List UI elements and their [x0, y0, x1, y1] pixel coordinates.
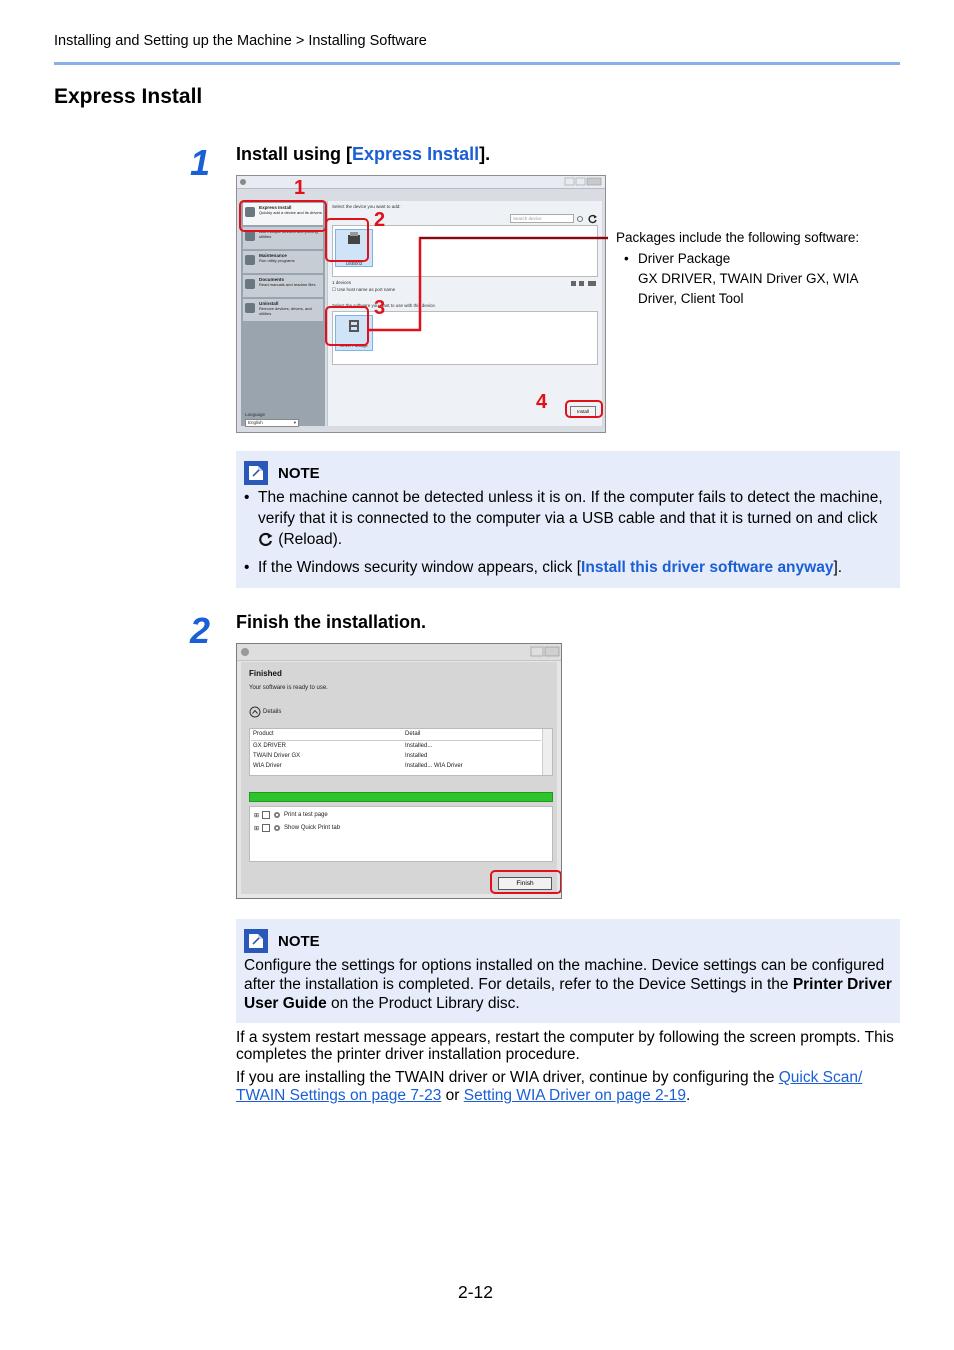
note-icon	[244, 461, 268, 485]
col-product-header: Product	[253, 731, 274, 737]
sidebar-item-maintenance[interactable]: Maintenance Run utility programs	[243, 251, 323, 273]
note-1-bullet: • If the Windows security window appears, click [Install this driver software anyway].	[236, 558, 886, 578]
install-button[interactable]: Install	[570, 406, 596, 417]
host-name-option[interactable]: ☐ Use host name as port name	[332, 287, 396, 292]
table-row: GX DRIVER	[253, 743, 287, 749]
installer-titlebar	[237, 176, 605, 189]
table-cell: Installed	[405, 753, 428, 759]
finished-subheading: Your software is ready to use.	[249, 685, 328, 691]
table-cell: Installed... WIA Driver	[405, 763, 463, 769]
expand-icon: ⊞	[254, 812, 260, 819]
packages-list	[616, 249, 896, 309]
window-controls-icon	[237, 644, 562, 660]
note-icon	[244, 929, 268, 953]
search-icon[interactable]	[576, 215, 586, 223]
section-title: Express Install	[54, 85, 203, 108]
installer-sidebar	[241, 201, 325, 426]
note-box-1	[236, 451, 900, 588]
expand-icon: ⊞	[254, 825, 260, 832]
packages-callout	[616, 228, 896, 309]
callout-box-1	[239, 200, 327, 232]
page-number: 2-12	[458, 1282, 494, 1302]
gear-icon	[273, 811, 281, 819]
finished-titlebar	[237, 644, 561, 661]
checkbox[interactable]	[262, 811, 270, 819]
package-prompt: Select the software you want to use with this device.	[332, 303, 437, 308]
callout-box-4	[565, 400, 603, 418]
note-1-bullet: • The machine cannot be detected unless it is on. If the computer fails to detect the machine, verify that it is connected to the computer via a USB cable and that it is turned on and click (Reload).	[236, 487, 886, 550]
note-2-text: Configure the settings for options installed on the machine. Device settings can be configured after the installation is completed. For details, refer to the Device Settings in the Printer Driver User Guide on the Product Library disc.	[244, 957, 892, 1012]
finished-heading: Finished	[249, 669, 282, 678]
breadcrumb: Installing and Setting up the Machine > Installing Software	[54, 33, 427, 49]
package-tile-driver[interactable]: Driver Package	[335, 315, 373, 351]
note-1-bullets	[236, 487, 886, 578]
select-device-text: Select the device you want to add:	[332, 204, 401, 209]
callout-box-finish	[490, 870, 562, 894]
packages-list-item: • Driver Package GX DRIVER, TWAIN Driver GX, WIA Driver, Client Tool	[616, 249, 896, 309]
install-progress-bar	[249, 792, 553, 802]
option-print-test-page[interactable]: ⊞ Print a test page	[254, 812, 328, 819]
install-anyway-link[interactable]: Install this driver software anyway	[581, 559, 834, 576]
documents-icon	[245, 279, 255, 289]
callout-number-4: 4	[536, 391, 548, 413]
callout-connector-line	[360, 230, 610, 334]
sidebar-item-uninstall[interactable]: Uninstall Remove devices, drivers, and utilities	[243, 299, 323, 321]
option-show-quick-print[interactable]: ⊞ Show Quick Print tab	[254, 825, 341, 832]
quick-scan-twain-link[interactable]: Quick Scan/ TWAIN Settings on page 7-23	[236, 1069, 863, 1104]
options-list	[249, 806, 553, 862]
gear-icon	[273, 824, 281, 832]
note-box-2	[236, 919, 900, 1023]
reload-icon	[258, 532, 274, 546]
callout-number-2: 2	[374, 209, 386, 231]
sidebar-item-documents[interactable]: Documents Read manuals and readme files	[243, 275, 323, 297]
step-2-number: 2	[190, 610, 211, 651]
product-table	[249, 728, 553, 776]
device-tile-usb002[interactable]: USB002	[335, 229, 373, 267]
reload-icon[interactable]	[588, 214, 598, 224]
sidebar-item-express-install[interactable]: Express Install Quickly add a device and its drivers	[243, 203, 323, 225]
table-row: WIA Driver	[253, 763, 282, 769]
col-detail-header: Detail	[405, 731, 421, 737]
table-scrollbar[interactable]	[542, 729, 552, 775]
step-1-number: 1	[190, 142, 211, 183]
step-2-title: Finish the installation.	[236, 612, 427, 632]
dropdown-arrow-icon: ▾	[293, 420, 296, 425]
devices-count: 1 devices	[332, 280, 352, 285]
restart-paragraph: If a system restart message appears, restart the computer by following the screen prompts. This completes the printer driver installation procedure.	[236, 1029, 894, 1063]
window-controls-icon	[237, 176, 606, 188]
language-label: Language	[245, 412, 266, 417]
setting-wia-driver-link[interactable]: Setting WIA Driver on page 2-19	[463, 1087, 687, 1104]
sidebar-item-custom-install[interactable]: Add multiple devices and printing utilities	[243, 227, 323, 249]
express-install-link[interactable]: Express Install	[352, 144, 480, 164]
header-rule	[54, 62, 900, 65]
checkbox[interactable]	[262, 824, 270, 832]
packages-intro: Packages include the following software:	[616, 230, 860, 245]
chevron-up-circle-icon	[249, 706, 261, 718]
details-toggle[interactable]: Details	[249, 706, 281, 718]
twain-paragraph: If you are installing the TWAIN driver or WIA driver, continue by configuring the Quick Scan/ TWAIN Settings on page 7-23 or Setting WIA Driver on page 2-19.	[236, 1069, 863, 1104]
finish-button[interactable]: Finish	[498, 877, 552, 890]
custom-install-icon	[245, 231, 255, 241]
language-select[interactable]: English ▾	[245, 419, 299, 427]
finished-screenshot	[236, 643, 562, 899]
table-row: TWAIN Driver GX	[253, 753, 301, 759]
step-1-title: Install using [Express Install].	[236, 144, 491, 164]
callout-number-3: 3	[374, 297, 386, 319]
table-cell: Installed...	[405, 743, 433, 749]
finished-panel	[241, 662, 557, 894]
maintenance-icon	[245, 255, 255, 265]
uninstall-icon	[245, 303, 255, 313]
note-2-heading: NOTE	[244, 929, 320, 953]
note-1-heading: NOTE	[244, 461, 320, 485]
callout-number-1: 1	[294, 177, 306, 199]
search-device-input[interactable]: Search device	[510, 214, 574, 223]
